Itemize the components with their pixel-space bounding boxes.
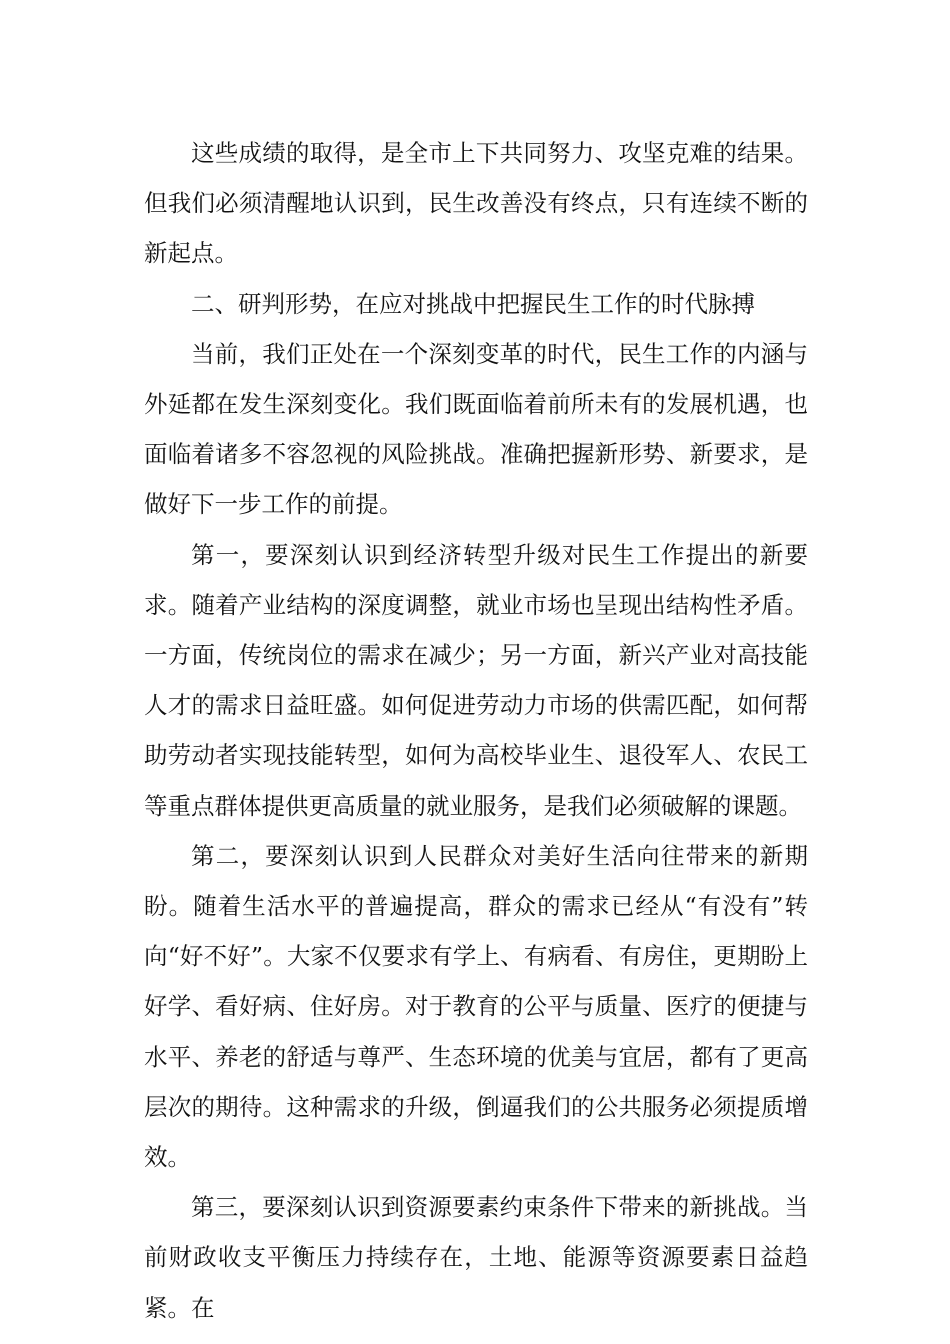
paragraph-current-situation: 当前，我们正处在一个深刻变革的时代，民生工作的内涵与外延都在发生深刻变化。我们既面临着前所未有的发展机遇，也面临着诸多不容忽视的风险挑战。准确把握新形势、新要求，是做好下一步工作的前提。	[144, 339, 808, 519]
paragraph-point-two: 第二，要深刻认识到人民群众对美好生活向往带来的新期盼。随着生活水平的普遍提高，群众的需求已经从“有没有”转向“好不好”。大家不仅要求有学上、有病看、有房住，更期盼上好学、看好病、住好房。对于教育的公平与质量、医疗的便捷与水平、养老的舒适与尊严、生态环境的优美与宜居，都有了更高层次的期待。这种需求的升级，倒逼我们的公共服务必须提质增效。	[144, 841, 808, 1172]
section-heading-2: 二、研判形势，在应对挑战中把握民生工作的时代脉搏	[191, 289, 755, 318]
paragraph-point-three: 第三，要深刻认识到资源要素约束条件下带来的新挑战。当前财政收支平衡压力持续存在，土地、能源等资源要素日益趋紧。在	[144, 1193, 808, 1322]
paragraph-point-one: 第一，要深刻认识到经济转型升级对民生工作提出的新要求。随着产业结构的深度调整，就业市场也呈现出结构性矛盾。一方面，传统岗位的需求在减少；另一方面，新兴产业对高技能人才的需求日益旺盛。如何促进劳动力市场的供需匹配，如何帮助劳动者实现技能转型，如何为高校毕业生、退役军人、农民工等重点群体提供更高质量的就业服务，是我们必须破解的课题。	[144, 540, 808, 820]
paragraph-achievements-summary: 这些成绩的取得，是全市上下共同努力、攻坚克难的结果。但我们必须清醒地认识到，民生改善没有终点，只有连续不断的新起点。	[144, 139, 808, 268]
document-body	[144, 128, 808, 1333]
